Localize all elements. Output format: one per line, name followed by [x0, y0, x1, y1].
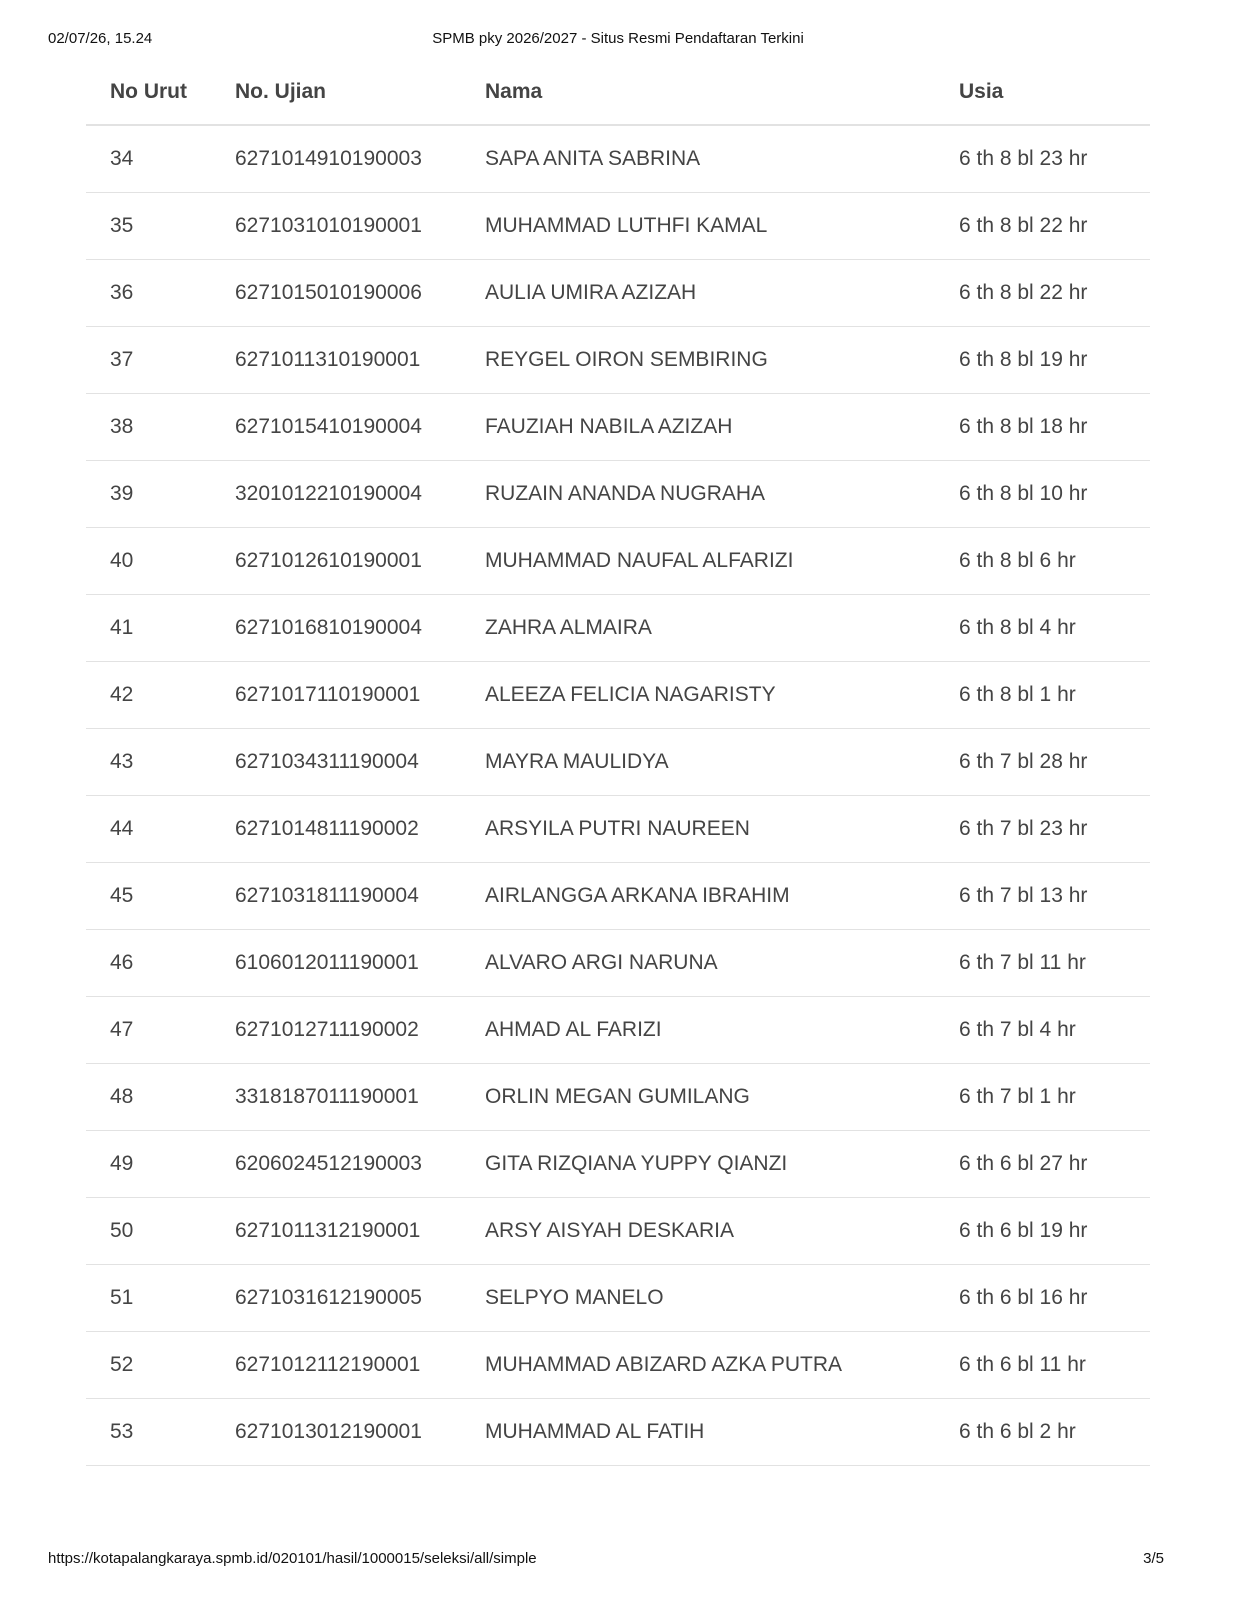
cell-no-urut: 39	[86, 461, 211, 528]
cell-nama: ALVARO ARGI NARUNA	[461, 930, 935, 997]
cell-nama: MUHAMMAD LUTHFI KAMAL	[461, 193, 935, 260]
table-row	[86, 930, 1150, 997]
cell-no-urut: 37	[86, 327, 211, 394]
cell-no-ujian: 6271012610190001	[211, 528, 461, 595]
cell-nama: ORLIN MEGAN GUMILANG	[461, 1064, 935, 1131]
cell-no-ujian: 6271017110190001	[211, 662, 461, 729]
table-row	[86, 595, 1150, 662]
cell-usia: 6 th 8 bl 18 hr	[935, 394, 1150, 461]
cell-no-ujian: 6271031612190005	[211, 1265, 461, 1332]
cell-usia: 6 th 7 bl 28 hr	[935, 729, 1150, 796]
cell-nama: REYGEL OIRON SEMBIRING	[461, 327, 935, 394]
table-row	[86, 528, 1150, 595]
cell-no-ujian: 6271031010190001	[211, 193, 461, 260]
table-row	[86, 260, 1150, 327]
cell-no-urut: 45	[86, 863, 211, 930]
column-header-nama: Nama	[461, 60, 935, 125]
cell-usia: 6 th 8 bl 4 hr	[935, 595, 1150, 662]
cell-no-urut: 53	[86, 1399, 211, 1466]
table-row	[86, 1064, 1150, 1131]
table-row	[86, 997, 1150, 1064]
table-row	[86, 729, 1150, 796]
cell-nama: AHMAD AL FARIZI	[461, 997, 935, 1064]
cell-no-ujian: 6206024512190003	[211, 1131, 461, 1198]
cell-no-urut: 52	[86, 1332, 211, 1399]
cell-usia: 6 th 8 bl 10 hr	[935, 461, 1150, 528]
table-row	[86, 1332, 1150, 1399]
column-header-usia: Usia	[935, 60, 1150, 125]
cell-no-urut: 49	[86, 1131, 211, 1198]
page-title: SPMB pky 2026/2027 - Situs Resmi Pendaftaran Terkini	[432, 30, 804, 47]
cell-usia: 6 th 8 bl 19 hr	[935, 327, 1150, 394]
results-table	[86, 60, 1150, 1466]
cell-no-urut: 38	[86, 394, 211, 461]
cell-nama: AIRLANGGA ARKANA IBRAHIM	[461, 863, 935, 930]
cell-usia: 6 th 6 bl 11 hr	[935, 1332, 1150, 1399]
cell-no-ujian: 6271014910190003	[211, 125, 461, 193]
cell-usia: 6 th 8 bl 1 hr	[935, 662, 1150, 729]
table-header-row	[86, 60, 1150, 125]
cell-no-ujian: 6271034311190004	[211, 729, 461, 796]
cell-usia: 6 th 6 bl 19 hr	[935, 1198, 1150, 1265]
cell-no-ujian: 6271012711190002	[211, 997, 461, 1064]
cell-nama: ARSYILA PUTRI NAUREEN	[461, 796, 935, 863]
column-header-no-ujian: No. Ujian	[211, 60, 461, 125]
cell-nama: FAUZIAH NABILA AZIZAH	[461, 394, 935, 461]
table-row	[86, 1399, 1150, 1466]
table-row	[86, 394, 1150, 461]
table-body	[86, 125, 1150, 1466]
table-row	[86, 193, 1150, 260]
cell-nama: MUHAMMAD ABIZARD AZKA PUTRA	[461, 1332, 935, 1399]
cell-no-urut: 34	[86, 125, 211, 193]
cell-no-urut: 46	[86, 930, 211, 997]
cell-usia: 6 th 8 bl 23 hr	[935, 125, 1150, 193]
cell-usia: 6 th 6 bl 16 hr	[935, 1265, 1150, 1332]
table-row	[86, 1265, 1150, 1332]
cell-usia: 6 th 7 bl 1 hr	[935, 1064, 1150, 1131]
cell-nama: ALEEZA FELICIA NAGARISTY	[461, 662, 935, 729]
table-row	[86, 863, 1150, 930]
cell-no-ujian: 3201012210190004	[211, 461, 461, 528]
cell-usia: 6 th 8 bl 6 hr	[935, 528, 1150, 595]
cell-nama: SAPA ANITA SABRINA	[461, 125, 935, 193]
cell-no-urut: 48	[86, 1064, 211, 1131]
cell-no-ujian: 6271013012190001	[211, 1399, 461, 1466]
cell-nama: RUZAIN ANANDA NUGRAHA	[461, 461, 935, 528]
cell-usia: 6 th 7 bl 23 hr	[935, 796, 1150, 863]
cell-no-ujian: 6106012011190001	[211, 930, 461, 997]
cell-no-urut: 44	[86, 796, 211, 863]
cell-no-ujian: 6271012112190001	[211, 1332, 461, 1399]
cell-no-urut: 40	[86, 528, 211, 595]
cell-no-ujian: 6271015010190006	[211, 260, 461, 327]
cell-usia: 6 th 6 bl 27 hr	[935, 1131, 1150, 1198]
cell-nama: MUHAMMAD AL FATIH	[461, 1399, 935, 1466]
cell-nama: ARSY AISYAH DESKARIA	[461, 1198, 935, 1265]
cell-no-urut: 50	[86, 1198, 211, 1265]
cell-nama: MUHAMMAD NAUFAL ALFARIZI	[461, 528, 935, 595]
cell-no-ujian: 6271014811190002	[211, 796, 461, 863]
cell-usia: 6 th 7 bl 11 hr	[935, 930, 1150, 997]
cell-no-ujian: 6271011312190001	[211, 1198, 461, 1265]
cell-nama: AULIA UMIRA AZIZAH	[461, 260, 935, 327]
cell-nama: GITA RIZQIANA YUPPY QIANZI	[461, 1131, 935, 1198]
table-row	[86, 1131, 1150, 1198]
column-header-no-urut: No Urut	[86, 60, 211, 125]
table-row	[86, 662, 1150, 729]
print-datetime: 02/07/26, 15.24	[48, 30, 153, 47]
cell-usia: 6 th 8 bl 22 hr	[935, 260, 1150, 327]
print-footer	[48, 1550, 1188, 1570]
cell-no-ujian: 6271015410190004	[211, 394, 461, 461]
table-row	[86, 461, 1150, 528]
table-row	[86, 1198, 1150, 1265]
cell-usia: 6 th 7 bl 4 hr	[935, 997, 1150, 1064]
page-url: https://kotapalangkaraya.spmb.id/020101/hasil/1000015/seleksi/all/simple	[48, 1550, 537, 1567]
cell-usia: 6 th 6 bl 2 hr	[935, 1399, 1150, 1466]
cell-no-ujian: 6271031811190004	[211, 863, 461, 930]
table-row	[86, 327, 1150, 394]
cell-no-urut: 43	[86, 729, 211, 796]
cell-nama: SELPYO MANELO	[461, 1265, 935, 1332]
cell-usia: 6 th 8 bl 22 hr	[935, 193, 1150, 260]
cell-no-urut: 47	[86, 997, 211, 1064]
cell-usia: 6 th 7 bl 13 hr	[935, 863, 1150, 930]
table-row	[86, 796, 1150, 863]
cell-nama: ZAHRA ALMAIRA	[461, 595, 935, 662]
cell-nama: MAYRA MAULIDYA	[461, 729, 935, 796]
cell-no-urut: 41	[86, 595, 211, 662]
page-number: 3/5	[1143, 1550, 1164, 1567]
cell-no-urut: 36	[86, 260, 211, 327]
cell-no-urut: 42	[86, 662, 211, 729]
results-table-container	[86, 60, 1150, 1466]
cell-no-ujian: 3318187011190001	[211, 1064, 461, 1131]
table-header	[86, 60, 1150, 125]
cell-no-ujian: 6271011310190001	[211, 327, 461, 394]
cell-no-ujian: 6271016810190004	[211, 595, 461, 662]
cell-no-urut: 51	[86, 1265, 211, 1332]
cell-no-urut: 35	[86, 193, 211, 260]
table-row	[86, 125, 1150, 193]
print-header	[48, 30, 1188, 50]
